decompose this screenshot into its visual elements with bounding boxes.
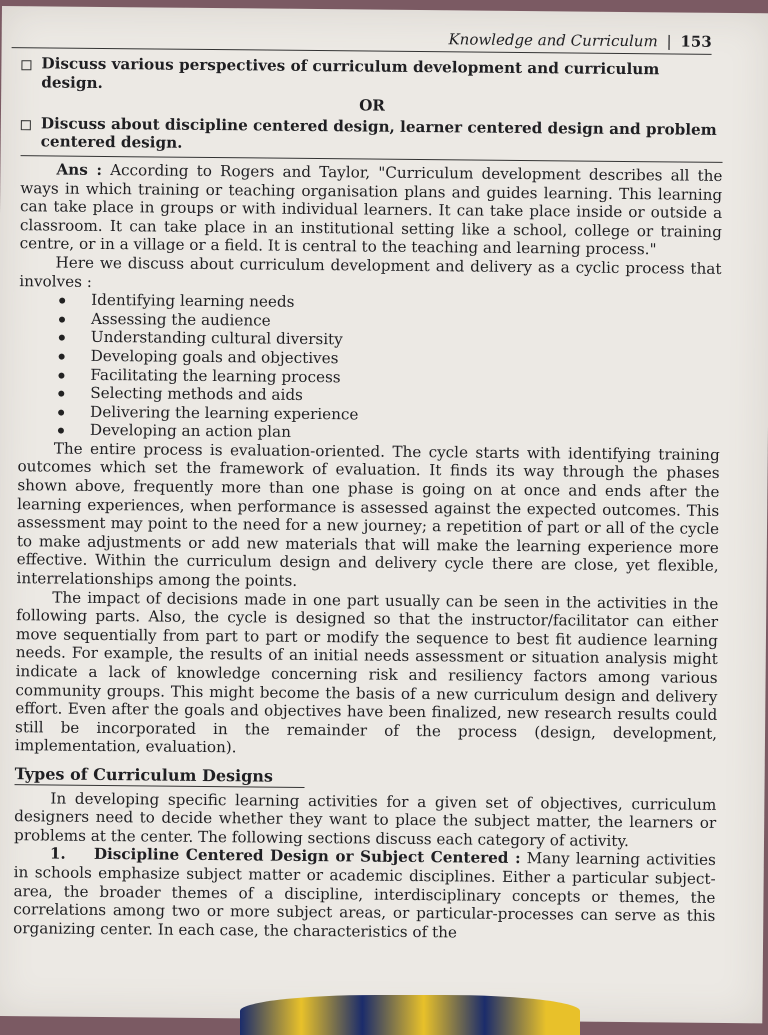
running-title: Knowledge and Curriculum: [448, 30, 658, 51]
section-paragraph: In developing specific learning activities for a given set of objectives, curriculum designers need to decide whether they want to place the subject matter, the learners or problems at the center. The following sections discuss each category of activity.: [13, 789, 717, 850]
book-page: [0, 6, 768, 1023]
paragraph-impact: The impact of decisions made in one part usually can be seen in the activities in the following parts. Also, the cycle is designed so that the instructor/facilitator can either move sequentially from part to part or modify the sequence to best fit audience learning needs. For example, the results of an initial needs assessment or situation analysis might indicate a lack of knowledge concerning risk and resiliency factors among various community groups. This might become the basis of a new curriculum design and delivery effort. Even after the goals and objectives have been finalized, new research results could still be incorporated in the remainder of the process (design, development, implementation, evaluation).: [14, 588, 719, 757]
list-item: Understanding cultural diversity: [59, 328, 721, 353]
question-1: [21, 54, 723, 98]
answer-intro: [20, 160, 723, 260]
list-item: Assessing the audience: [59, 309, 721, 334]
page-content: [13, 54, 723, 944]
question-1-text: Discuss various perspectives of curriculum development and curriculum design.: [41, 54, 660, 92]
answer-intro-text: According to Rogers and Taylor, "Curriculum development describes all the ways in which training or teaching organisation plans and guides learning. This learning can take place in groups or with individual learners. It can take place inside or outside a classroom. It can take place in an institutional setting like a school, college or training centre, or in a village or a field. It is central to the teaching and learning process.": [19, 161, 723, 259]
list-item: Facilitating the learning process: [58, 365, 720, 390]
list-item: Developing goals and objectives: [59, 346, 721, 371]
running-head: [12, 26, 712, 55]
page-number: 153: [680, 32, 712, 51]
section-heading: Types of Curriculum Designs: [15, 765, 305, 787]
numbered-item: [13, 844, 716, 944]
question-2: [21, 114, 723, 158]
item-title: Discipline Centered Design or Subject Centered :: [93, 845, 521, 868]
item-number: 1.: [49, 844, 66, 863]
answer-lead: Here we discuss about curriculum development and delivery as a cyclic process that involves :: [19, 253, 722, 291]
answer-label: Ans :: [56, 160, 103, 179]
list-item: Identifying learning needs: [59, 291, 721, 316]
header-separator: |: [666, 32, 672, 51]
fabric-edge: [240, 995, 580, 1035]
paragraph-evaluation: The entire process is evaluation-oriented. The cycle starts with identifying training outcomes which set the framework of evaluation. It finds its way through the phases shown above, frequently more than one phase is going on at once and ends after the learning experiences, when performance is assessed against the expected outcomes. This assessment may point to the need for a new journey; a repetition of part or all of the cycle to make adjustments or add new materials that will make the learning experience more effective. Within the curriculum design and delivery cycle there are close, yet flexible, interrelationships among the points.: [16, 439, 720, 590]
checkbox-square-icon: [21, 60, 31, 70]
list-item: Developing an action plan: [58, 421, 720, 446]
question-2-text: Discuss about discipline centered design, learner centered design and problem centered design.: [40, 114, 717, 153]
or-separator: OR: [359, 96, 386, 115]
list-item: Selecting methods and aids: [58, 384, 720, 409]
checkbox-square-icon: [21, 120, 31, 130]
process-list: [18, 290, 721, 445]
item-text: Many learning activities in schools emphasize subject matter or academic disciplines. Either a particular subject-area, the broader themes of a discipline, interdisciplinary concepts or themes, the correlations among two or more subject areas, or particular-processes can serve as this organizing center. In each case, the characteristics of the: [13, 849, 716, 942]
list-item: Delivering the learning experience: [58, 402, 720, 427]
